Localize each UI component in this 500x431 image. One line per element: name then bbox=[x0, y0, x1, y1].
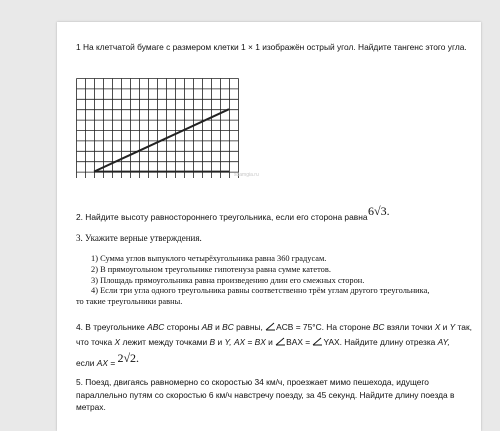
task3-item-3: 3) Площадь прямоугольника равна произведению длин его смежных сторон. bbox=[91, 275, 365, 285]
task4-text: если bbox=[76, 358, 95, 368]
math-x: X bbox=[114, 337, 121, 347]
task4-text: Найдите длину отрезка bbox=[344, 337, 436, 347]
task4-line1 bbox=[76, 321, 472, 334]
task4-line3 bbox=[76, 351, 140, 370]
task3-item-4-cont: то такие треугольники равны. bbox=[76, 297, 183, 307]
task4-text: и bbox=[215, 322, 220, 332]
math-ay: AY, bbox=[437, 337, 450, 347]
task4-text: и bbox=[442, 322, 448, 332]
math-acb: ACB = 75°C. bbox=[276, 322, 324, 332]
task3-item-2: 2) В прямоугольном треугольнике гипотенуза равна сумме катетов. bbox=[91, 264, 331, 274]
task4-text: что точка bbox=[76, 337, 113, 347]
task3-item-4: 4) Если три угла одного треугольника равны соответственно трём углам другого треугольника, bbox=[91, 286, 430, 296]
watermark: sdamgia.ru bbox=[234, 172, 259, 178]
task4-text: и bbox=[268, 337, 273, 347]
math-bc: BC bbox=[222, 322, 234, 332]
angle-icon bbox=[275, 337, 286, 346]
math-y: Y, bbox=[224, 337, 232, 347]
task4-text: стороны bbox=[166, 322, 200, 332]
task4-value: 2√2. bbox=[117, 351, 140, 365]
task4-text: и bbox=[217, 337, 223, 347]
math-y: Y bbox=[449, 322, 456, 332]
task4-text: На стороне bbox=[326, 322, 371, 332]
task1-text: 1 На клетчатой бумаге с размером клетки 1 × 1 изображён острый угол. Найдите тангенс этого угла. bbox=[76, 42, 467, 52]
math-bc: BC bbox=[372, 322, 385, 332]
task5-text: 5. Поезд, двигаясь равномерно со скоростью 34 км/ч, проезжает мимо пешехода, идущего параллельно путям со скоростью 6 км/ч навстречу поезду, за 45 секунд. Найдите длину поезда в метрах. bbox=[76, 377, 455, 413]
angle-icon bbox=[265, 322, 276, 331]
math-ab: AB bbox=[201, 322, 213, 332]
task4-line2 bbox=[76, 336, 450, 349]
math-ax: AX = bbox=[96, 358, 116, 368]
grid-figure bbox=[76, 78, 260, 178]
task3-list bbox=[76, 254, 476, 308]
angle-icon bbox=[312, 337, 323, 346]
math-bax: BAX = bbox=[286, 337, 311, 347]
task2-value: 6√3. bbox=[368, 204, 390, 218]
math-b: B bbox=[209, 337, 216, 347]
grid-lines bbox=[77, 79, 239, 179]
angle-ray-upper bbox=[94, 109, 229, 171]
task3-title: 3. Укажите верные утверждения. bbox=[76, 233, 202, 243]
math-abc: ABC bbox=[147, 322, 165, 332]
task3-item-1: 1) Сумма углов выпуклого четырёхугольника равна 360 градусам. bbox=[91, 254, 327, 263]
math-eq: AX = BX bbox=[233, 337, 266, 347]
task4-text: взяли точки bbox=[386, 322, 433, 332]
task4-text: так, bbox=[457, 322, 472, 332]
math-yax: YAX. bbox=[323, 337, 342, 347]
task4-text: лежит между точками bbox=[122, 337, 208, 347]
task2-text: 2. Найдите высоту равностороннего треугольника, если его сторона равна bbox=[76, 212, 368, 222]
math-x: X bbox=[434, 322, 441, 332]
task4-text: 4. В треугольнике bbox=[76, 322, 145, 332]
task4-text: равны, bbox=[236, 322, 263, 332]
